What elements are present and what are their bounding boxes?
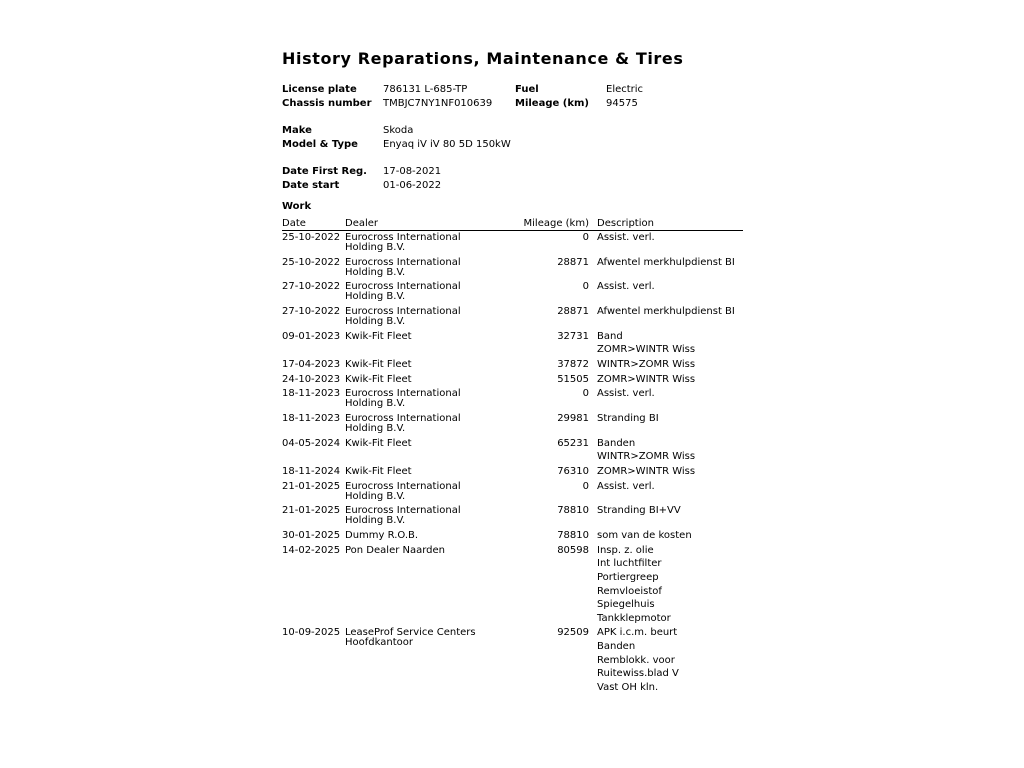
row-date: 24-10-2023	[282, 373, 341, 385]
row-dealer: Eurocross International Holding B.V.	[345, 505, 461, 527]
description-line: Assist. verl.	[597, 480, 655, 492]
description-line: Afwentel merkhulpdienst BI	[597, 306, 735, 318]
row-dealer: Eurocross International Holding B.V.	[345, 256, 461, 278]
row-description	[597, 437, 743, 465]
work-section-title: Work	[282, 201, 312, 212]
row-mileage: 65231	[557, 437, 589, 449]
description-line: WINTR>ZOMR Wiss	[597, 451, 696, 463]
table-row	[282, 504, 743, 529]
row-description	[597, 330, 743, 358]
row-mileage: 37872	[557, 359, 589, 371]
row-mileage: 0	[582, 388, 589, 400]
row-description	[597, 529, 743, 544]
row-date: 21-01-2025	[282, 480, 341, 492]
fuel-label: Fuel	[515, 84, 539, 95]
chassis-value: TMBJC7NY1NF010639	[383, 98, 493, 109]
row-mileage: 80598	[557, 544, 589, 556]
row-description	[597, 305, 743, 330]
row-dealer: Kwik-Fit Fleet	[345, 437, 412, 449]
row-mileage: 76310	[557, 466, 589, 478]
table-row	[282, 330, 743, 358]
row-dealer: Dummy R.O.B.	[345, 530, 419, 542]
description-line: som van de kosten	[597, 530, 692, 542]
row-description	[597, 280, 743, 305]
make-value: Skoda	[383, 125, 414, 136]
row-description	[597, 412, 743, 437]
description-line: Assist. verl.	[597, 281, 655, 293]
row-description	[597, 504, 743, 529]
row-dealer: Eurocross International Holding B.V.	[345, 281, 461, 303]
row-mileage: 28871	[557, 256, 589, 268]
description-line: Band	[597, 330, 623, 342]
row-dealer: Eurocross International Holding B.V.	[345, 480, 461, 502]
date-start-value: 01-06-2022	[383, 180, 442, 191]
row-date: 18-11-2023	[282, 388, 341, 400]
table-row	[282, 544, 743, 627]
row-date: 25-10-2022	[282, 232, 341, 243]
row-date: 18-11-2024	[282, 466, 341, 478]
description-line: ZOMR>WINTR Wiss	[597, 466, 696, 478]
row-dealer: LeaseProf Service Centers Hoofdkantoor	[345, 627, 476, 649]
row-mileage: 28871	[557, 306, 589, 318]
row-description	[597, 373, 743, 388]
first-reg-value: 17-08-2021	[383, 166, 442, 177]
row-description	[597, 626, 743, 695]
description-line: Remblokk. voor	[597, 654, 675, 666]
header-dealer: Dealer	[345, 217, 499, 231]
table-row	[282, 437, 743, 465]
row-mileage: 0	[582, 281, 589, 293]
description-line: Stranding BI	[597, 413, 659, 425]
row-mileage: 78810	[557, 530, 589, 542]
row-dealer: Eurocross International Holding B.V.	[345, 306, 461, 328]
table-row	[282, 280, 743, 305]
row-dealer: Pon Dealer Naarden	[345, 544, 446, 556]
description-line: ZOMR>WINTR Wiss	[597, 344, 696, 356]
description-line: APK i.c.m. beurt	[597, 627, 678, 639]
row-mileage: 32731	[557, 330, 589, 342]
description-line: Ruitewiss.blad V	[597, 668, 679, 680]
header-description: Description	[597, 217, 743, 231]
row-mileage: 78810	[557, 505, 589, 517]
row-date: 04-05-2024	[282, 437, 341, 449]
description-line: Portiergreep	[597, 572, 659, 583]
description-line: Int luchtfilter	[597, 558, 662, 570]
date-start-label: Date start	[282, 180, 340, 191]
description-line: Remvloeistof	[597, 585, 662, 597]
row-date: 27-10-2022	[282, 281, 341, 293]
page-title: History Reparations, Maintenance & Tires	[282, 49, 684, 68]
row-date: 30-01-2025	[282, 530, 341, 542]
row-date: 10-09-2025	[282, 627, 341, 639]
row-mileage: 0	[582, 480, 589, 492]
description-line: WINTR>ZOMR Wiss	[597, 359, 696, 371]
row-mileage: 29981	[557, 413, 589, 425]
table-row	[282, 358, 743, 373]
row-dealer: Kwik-Fit Fleet	[345, 466, 412, 478]
table-row	[282, 626, 743, 695]
table-row	[282, 465, 743, 480]
row-dealer: Kwik-Fit Fleet	[345, 330, 412, 342]
first-reg-label: Date First Reg.	[282, 166, 367, 177]
row-mileage: 51505	[557, 373, 589, 385]
header-date: Date	[282, 217, 345, 231]
model-label: Model & Type	[282, 139, 358, 150]
fuel-value: Electric	[606, 84, 644, 95]
row-dealer: Kwik-Fit Fleet	[345, 373, 412, 385]
description-line: Afwentel merkhulpdienst BI	[597, 256, 735, 268]
row-dealer: Kwik-Fit Fleet	[345, 359, 412, 371]
description-line: Insp. z. olie	[597, 544, 654, 556]
table-row	[282, 373, 743, 388]
license-plate-label: License plate	[282, 84, 357, 95]
description-line: Assist. verl.	[597, 232, 655, 243]
row-dealer: Eurocross International Holding B.V.	[345, 413, 461, 435]
chassis-label: Chassis number	[282, 98, 372, 109]
table-row	[282, 231, 743, 256]
make-label: Make	[282, 125, 312, 136]
header-mileage: Mileage (km)	[499, 217, 597, 231]
mileage-label: Mileage (km)	[515, 98, 589, 109]
work-table	[282, 217, 743, 696]
license-plate-value: 786131 L-685-TP	[383, 84, 468, 95]
description-line: Spiegelhuis	[597, 599, 655, 611]
table-row	[282, 480, 743, 505]
table-row	[282, 256, 743, 281]
table-row	[282, 305, 743, 330]
description-line: Banden	[597, 437, 636, 449]
work-table-header	[282, 217, 743, 231]
mileage-value: 94575	[606, 98, 638, 109]
row-description	[597, 465, 743, 480]
row-description	[597, 480, 743, 505]
row-description	[597, 387, 743, 412]
row-dealer: Eurocross International Holding B.V.	[345, 232, 461, 253]
row-date: 17-04-2023	[282, 359, 341, 371]
row-date: 09-01-2023	[282, 330, 341, 342]
row-description	[597, 231, 743, 256]
description-line: Vast OH kln.	[597, 681, 659, 693]
row-date: 25-10-2022	[282, 256, 341, 268]
description-line: Assist. verl.	[597, 388, 655, 400]
row-dealer: Eurocross International Holding B.V.	[345, 388, 461, 410]
row-date: 21-01-2025	[282, 505, 341, 517]
row-mileage: 92509	[557, 627, 589, 639]
row-description	[597, 256, 743, 281]
table-row	[282, 412, 743, 437]
table-row	[282, 529, 743, 544]
row-description	[597, 358, 743, 373]
table-row	[282, 387, 743, 412]
row-mileage: 0	[582, 232, 589, 243]
row-description	[597, 544, 743, 627]
row-date: 27-10-2022	[282, 306, 341, 318]
model-value: Enyaq iV iV 80 5D 150kW	[383, 139, 511, 150]
row-date: 18-11-2023	[282, 413, 341, 425]
row-date: 14-02-2025	[282, 544, 341, 556]
description-line: Banden	[597, 641, 636, 653]
description-line: ZOMR>WINTR Wiss	[597, 373, 696, 385]
description-line: Stranding BI+VV	[597, 505, 681, 517]
description-line: Tankklepmotor	[597, 612, 671, 624]
